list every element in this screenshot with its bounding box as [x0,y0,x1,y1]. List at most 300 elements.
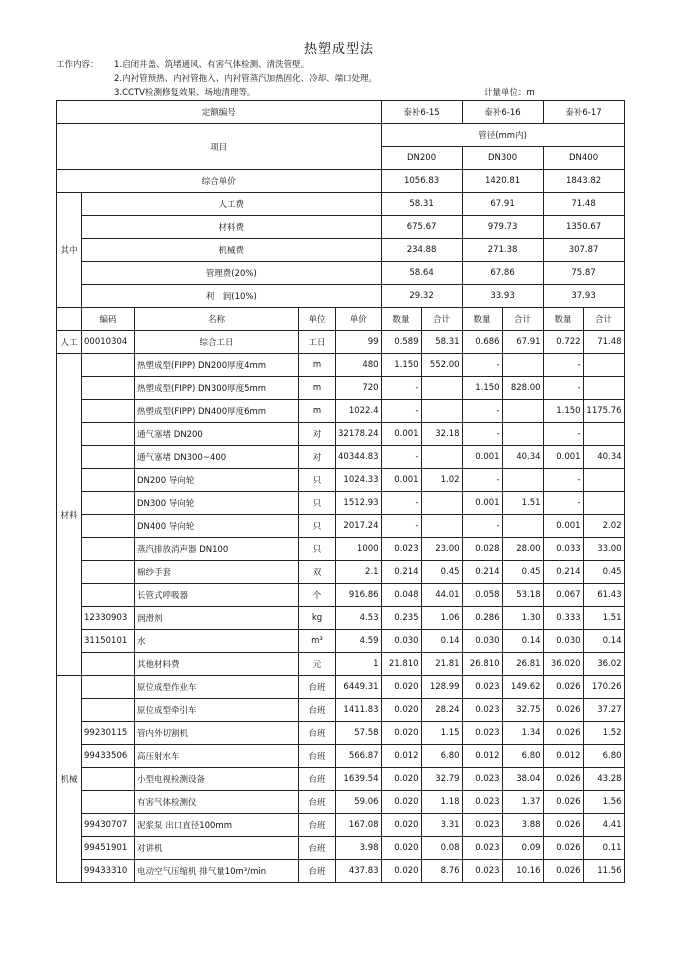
resource-quantity: 0.214 [462,561,502,584]
resource-quantity: 0.012 [462,745,502,768]
resource-sum: 0.11 [583,837,624,860]
resource-row [57,653,625,676]
resource-name: 通气塞堵 DN300~400 [135,446,299,469]
resource-quantity: 0.001 [543,515,583,538]
resource-code [82,446,135,469]
resource-unit: kg [299,607,336,630]
breakdown-row [57,216,625,239]
resource-sum: 23.00 [421,538,462,561]
resource-row [57,515,625,538]
resource-quantity: 0.001 [543,446,583,469]
breakdown-row [57,239,625,262]
resource-price: 720 [336,377,382,400]
resource-code: 99230115 [82,722,135,745]
resource-code [82,791,135,814]
resource-name: 电动空气压缩机 排气量10m³/min [135,860,299,883]
resource-name: 润滑剂 [135,607,299,630]
resource-unit: 只 [299,515,336,538]
resource-quantity: 0.001 [381,423,421,446]
breakdown-item-value: 29.32 [381,285,462,308]
resource-quantity: 26.810 [462,653,502,676]
breakdown-item-value: 37.93 [543,285,624,308]
total-label: 综合单价 [57,170,382,193]
resource-name: 棉纱手套 [135,561,299,584]
resource-quantity: 0.023 [462,768,502,791]
column-header-code: 编码 [82,308,135,331]
resource-unit: 台班 [299,676,336,699]
resource-sum: 33.00 [583,538,624,561]
resource-name: 泥浆泵 出口直径100mm [135,814,299,837]
total-value: 1843.82 [543,170,624,193]
resource-quantity: 0.026 [543,699,583,722]
resource-unit: 只 [299,469,336,492]
resource-quantity: 0.333 [543,607,583,630]
resource-row [57,837,625,860]
resource-name: 热塑成型(FIPP) DN400厚度6mm [135,400,299,423]
resource-sum: 828.00 [502,377,543,400]
resource-quantity: - [462,423,502,446]
total-value: 1056.83 [381,170,462,193]
total-value: 1420.81 [462,170,543,193]
resource-quantity: 0.023 [462,676,502,699]
resource-quantity: 0.023 [381,538,421,561]
resource-quantity: 36.020 [543,653,583,676]
breakdown-group-label: 其中 [57,193,82,308]
diameter-value: DN300 [462,147,543,170]
resource-row [57,561,625,584]
resource-name: 其他材料费 [135,653,299,676]
resource-row [57,584,625,607]
resource-unit: 台班 [299,722,336,745]
resource-sum: 10.16 [502,860,543,883]
page-title: 热塑成型法 [303,42,374,57]
resource-quantity: 0.235 [381,607,421,630]
resource-row [57,860,625,883]
resource-name: DN200 导向轮 [135,469,299,492]
breakdown-item-value: 307.87 [543,239,624,262]
resource-unit: m [299,400,336,423]
resource-name: 对讲机 [135,837,299,860]
resource-quantity: 0.214 [381,561,421,584]
breakdown-item-value: 234.88 [381,239,462,262]
column-header-quantity: 数量 [462,308,502,331]
resource-quantity: 0.020 [381,699,421,722]
resource-quantity: 0.023 [462,699,502,722]
resource-quantity: 1.150 [543,400,583,423]
resource-code [82,653,135,676]
resource-quantity: 0.033 [543,538,583,561]
breakdown-item-name: 利 润(10%) [82,285,382,308]
resource-name: 原位成型作业车 [135,676,299,699]
resource-sum: 0.14 [502,630,543,653]
resource-unit: 台班 [299,768,336,791]
breakdown-item-value: 1350.67 [543,216,624,239]
resource-row [57,331,625,354]
resource-name: DN300 导向轮 [135,492,299,515]
resource-sum: 0.45 [421,561,462,584]
resource-sum: 1.56 [583,791,624,814]
resource-price: 1411.83 [336,699,382,722]
breakdown-item-value: 71.48 [543,193,624,216]
resource-code [82,768,135,791]
quota-table-body [57,101,625,883]
resource-quantity: 0.026 [543,722,583,745]
resource-quantity: - [543,469,583,492]
resource-price: 6449.31 [336,676,382,699]
resource-name: 水 [135,630,299,653]
column-header-quantity: 数量 [543,308,583,331]
resource-sum: 43.28 [583,768,624,791]
resource-sum: 0.14 [421,630,462,653]
resource-sum [583,469,624,492]
resource-code [82,584,135,607]
resource-quantity: 0.020 [381,676,421,699]
resource-sum [502,354,543,377]
resource-price: 916.86 [336,584,382,607]
breakdown-item-value: 75.87 [543,262,624,285]
work-content-line: 3.CCTV检测修复效果、场地清理等。 [114,88,256,98]
resource-quantity: 0.020 [381,768,421,791]
resource-row [57,699,625,722]
resource-price: 40344.83 [336,446,382,469]
diameter-label-row [57,124,625,147]
resource-sum: 40.34 [583,446,624,469]
resource-sum: 3.88 [502,814,543,837]
resource-sum [583,354,624,377]
resource-sum: 1.18 [421,791,462,814]
resource-price: 437.83 [336,860,382,883]
diameter-value: DN200 [381,147,462,170]
resource-name: 小型电视检测设备 [135,768,299,791]
resource-unit: 对 [299,423,336,446]
resource-row [57,492,625,515]
resource-code [82,699,135,722]
resource-price: 1639.54 [336,768,382,791]
resource-quantity: 0.020 [381,860,421,883]
resource-price: 566.87 [336,745,382,768]
section-group-label: 机械 [57,676,82,883]
resource-quantity: 0.026 [543,814,583,837]
resource-sum: 0.14 [583,630,624,653]
resource-sum: 32.79 [421,768,462,791]
resource-sum [421,492,462,515]
resource-quantity: 0.001 [462,446,502,469]
resource-unit: 只 [299,492,336,515]
resource-quantity: - [381,377,421,400]
breakdown-row [57,193,625,216]
resource-code: 12330903 [82,607,135,630]
resource-price: 1 [336,653,382,676]
resource-sum: 552.00 [421,354,462,377]
resource-quantity: 0.023 [462,814,502,837]
resource-sum: 61.43 [583,584,624,607]
resource-sum: 170.26 [583,676,624,699]
resource-quantity: 0.028 [462,538,502,561]
resource-row [57,791,625,814]
resource-unit: 台班 [299,699,336,722]
resource-sum: 1175.76 [583,400,624,423]
resource-unit: m [299,377,336,400]
resource-row [57,722,625,745]
resource-row [57,630,625,653]
resource-quantity: 0.020 [381,722,421,745]
resource-sum: 6.80 [502,745,543,768]
resource-sum: 2.02 [583,515,624,538]
resource-sum [583,492,624,515]
breakdown-item-value: 58.31 [381,193,462,216]
resource-quantity: 0.030 [543,630,583,653]
resource-quantity: 0.026 [543,860,583,883]
breakdown-item-value: 271.38 [462,239,543,262]
resource-sum: 6.80 [421,745,462,768]
resource-sum: 71.48 [583,331,624,354]
resource-quantity: - [381,515,421,538]
resource-unit: 个 [299,584,336,607]
column-header-quantity: 数量 [381,308,421,331]
resource-sum [583,423,624,446]
resource-quantity: - [543,492,583,515]
resource-code: 99433310 [82,860,135,883]
resource-sum: 1.15 [421,722,462,745]
resource-quantity: 0.030 [381,630,421,653]
resource-sum: 128.99 [421,676,462,699]
resource-price: 32178.24 [336,423,382,446]
resource-code [82,538,135,561]
resource-name: 高压射水车 [135,745,299,768]
work-content-line: 2.内衬管预热、内衬管拖入、内衬管蒸汽加热固化、冷却、端口处理。 [114,74,378,84]
breakdown-item-value: 33.93 [462,285,543,308]
resource-name: DN400 导向轮 [135,515,299,538]
resource-row [57,377,625,400]
resource-unit: m³ [299,630,336,653]
code-label: 定额编号 [57,101,382,124]
resource-row [57,538,625,561]
resource-quantity: - [381,446,421,469]
breakdown-row [57,285,625,308]
resource-quantity: - [543,354,583,377]
resource-code [82,423,135,446]
resource-price: 1512.93 [336,492,382,515]
resource-sum: 6.80 [583,745,624,768]
resource-row [57,814,625,837]
resource-unit: 台班 [299,745,336,768]
resource-row [57,676,625,699]
resource-sum [502,423,543,446]
resource-quantity: 0.012 [381,745,421,768]
resource-unit: 对 [299,446,336,469]
resource-name: 有害气体检测仪 [135,791,299,814]
breakdown-item-value: 979.73 [462,216,543,239]
resource-name: 长管式呼吸器 [135,584,299,607]
section-group-label: 材料 [57,354,82,676]
resource-row [57,354,625,377]
resource-sum: 1.06 [421,607,462,630]
resource-sum: 21.81 [421,653,462,676]
resource-price: 4.53 [336,607,382,630]
resource-quantity: - [543,423,583,446]
resource-quantity: 0.012 [543,745,583,768]
column-header-unit: 单位 [299,308,336,331]
resource-sum: 1.52 [583,722,624,745]
quota-code: 泰补6-15 [381,101,462,124]
work-content-label: 工作内容： [56,60,99,70]
resource-sum: 28.00 [502,538,543,561]
resource-sum: 0.45 [583,561,624,584]
resource-unit: 只 [299,538,336,561]
resource-sum: 44.01 [421,584,462,607]
resource-quantity: - [462,400,502,423]
resource-quantity: 0.030 [462,630,502,653]
resource-sum [421,400,462,423]
resource-price: 480 [336,354,382,377]
resource-unit: 台班 [299,791,336,814]
resource-row [57,400,625,423]
resource-code [82,354,135,377]
resource-quantity: 0.589 [381,331,421,354]
resource-sum: 32.18 [421,423,462,446]
breakdown-item-name: 材料费 [82,216,382,239]
breakdown-item-value: 67.91 [462,193,543,216]
resource-quantity: - [381,400,421,423]
breakdown-item-value: 58.64 [381,262,462,285]
resource-quantity: - [462,469,502,492]
resource-quantity: 0.020 [381,837,421,860]
resource-sum: 0.08 [421,837,462,860]
resource-row [57,446,625,469]
resource-unit: 台班 [299,814,336,837]
resource-sum: 28.24 [421,699,462,722]
resource-quantity: 0.020 [381,791,421,814]
code-row [57,101,625,124]
resource-price: 2.1 [336,561,382,584]
resource-quantity: 0.026 [543,676,583,699]
resource-quantity: 0.023 [462,722,502,745]
resource-sum: 36.02 [583,653,624,676]
resource-quantity: 0.214 [543,561,583,584]
resource-code: 99433506 [82,745,135,768]
resource-row [57,768,625,791]
quota-code: 泰补6-16 [462,101,543,124]
resource-name: 热塑成型(FIPP) DN300厚度5mm [135,377,299,400]
column-header-sum: 合计 [502,308,543,331]
resource-price: 1024.33 [336,469,382,492]
resource-sum [421,446,462,469]
resource-unit: m [299,354,336,377]
resource-sum: 1.51 [583,607,624,630]
resource-sum: 1.30 [502,607,543,630]
resource-code [82,561,135,584]
resource-price: 57.58 [336,722,382,745]
measurement-unit: 计量单位：m [484,88,535,98]
resource-quantity: 0.722 [543,331,583,354]
resource-name: 原位成型牵引车 [135,699,299,722]
resource-sum: 58.31 [421,331,462,354]
resource-price: 3.98 [336,837,382,860]
resource-sum: 26.81 [502,653,543,676]
resource-quantity: 0.026 [543,768,583,791]
total-row [57,170,625,193]
resource-sum: 1.51 [502,492,543,515]
resource-price: 2017.24 [336,515,382,538]
section-group-label: 人工 [57,331,82,354]
resource-code: 31150101 [82,630,135,653]
resource-sum [502,515,543,538]
resource-sum: 0.45 [502,561,543,584]
resource-quantity: - [381,492,421,515]
quota-table [56,100,625,883]
breakdown-item-value: 67.86 [462,262,543,285]
resource-sum: 3.31 [421,814,462,837]
resource-sum [421,377,462,400]
resource-quantity: - [543,377,583,400]
resource-sum: 37.27 [583,699,624,722]
resource-sum: 53.18 [502,584,543,607]
resource-quantity: 0.048 [381,584,421,607]
resource-unit: 台班 [299,837,336,860]
item-label: 项目 [57,124,382,170]
resource-code: 00010304 [82,331,135,354]
resource-unit: 工日 [299,331,336,354]
resource-price: 4.59 [336,630,382,653]
resource-name: 通气塞堵 DN200 [135,423,299,446]
resource-code [82,676,135,699]
resource-sum: 8.76 [421,860,462,883]
diameter-value: DN400 [543,147,624,170]
resource-quantity: 0.001 [462,492,502,515]
resource-sum: 0.09 [502,837,543,860]
resource-sum: 1.34 [502,722,543,745]
resource-price: 1000 [336,538,382,561]
breakdown-item-name: 管理费(20%) [82,262,382,285]
breakdown-item-value: 675.67 [381,216,462,239]
resource-sum: 1.37 [502,791,543,814]
resource-row [57,745,625,768]
resource-row [57,423,625,446]
resource-unit: 双 [299,561,336,584]
resource-sum: 32.75 [502,699,543,722]
resource-price: 167.08 [336,814,382,837]
resource-sum [502,400,543,423]
resource-code [82,400,135,423]
resource-quantity: 0.067 [543,584,583,607]
resource-name: 综合工日 [135,331,299,354]
resource-quantity: 0.023 [462,837,502,860]
resource-quantity: 1.150 [462,377,502,400]
resource-price: 59.06 [336,791,382,814]
quota-code: 泰补6-17 [543,101,624,124]
resource-quantity: 0.023 [462,791,502,814]
resource-code [82,492,135,515]
column-header-name: 名称 [135,308,299,331]
resource-code: 99430707 [82,814,135,837]
resource-code [82,469,135,492]
resource-quantity: 0.026 [543,837,583,860]
resource-row [57,469,625,492]
resource-sum [583,377,624,400]
resource-name: 管内外切割机 [135,722,299,745]
resource-sum: 11.56 [583,860,624,883]
column-header-row [57,308,625,331]
diameter-label: 管径(mm内) [381,124,624,147]
resource-sum: 38.04 [502,768,543,791]
resource-quantity: - [462,515,502,538]
resource-quantity: 0.286 [462,607,502,630]
work-content-line: 1.启闭井盖、筑堵通风、有害气体检测、清洗管壁。 [114,60,310,70]
resource-unit: 元 [299,653,336,676]
resource-code: 99451901 [82,837,135,860]
column-header-blank [57,308,82,331]
resource-price: 1022.4 [336,400,382,423]
